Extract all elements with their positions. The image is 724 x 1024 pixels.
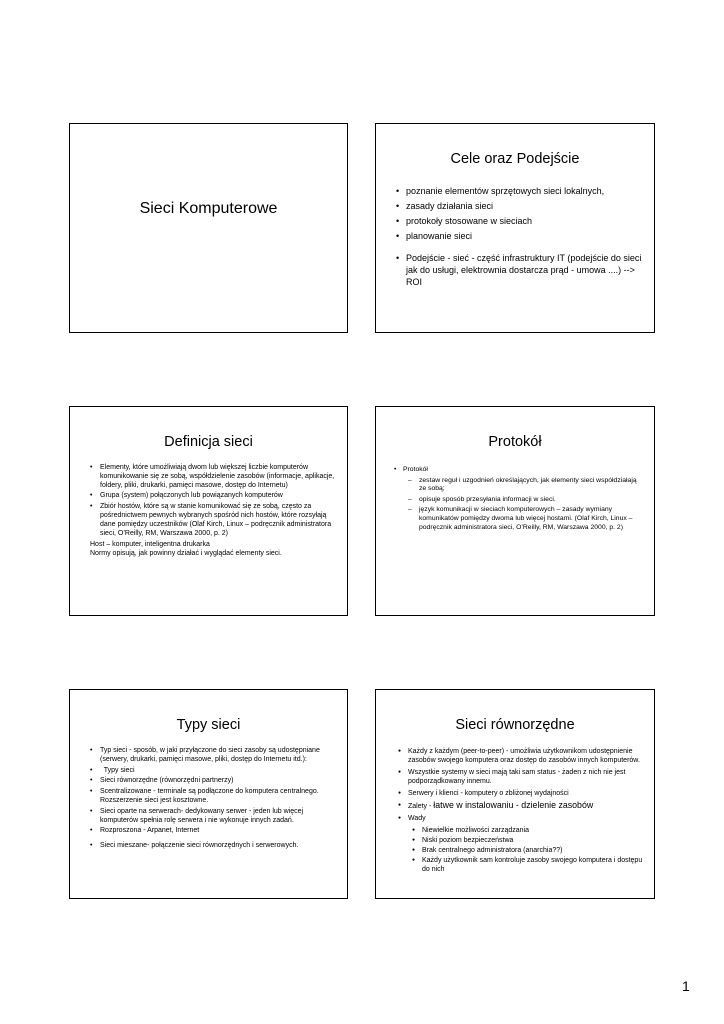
zalety-text: łatwe w instalowaniu - dzielenie zasobów (433, 800, 594, 810)
list-item (408, 801, 644, 811)
slide-title: Sieci Komputerowe (139, 200, 278, 217)
sub-list (422, 826, 644, 874)
slide-6 (375, 689, 655, 899)
sub-list-item: – zestaw reguł i uzgodnień określających, jak elementy sieci współdziałają ze sobą; (419, 477, 644, 494)
slide-1 (69, 123, 348, 333)
list-item (403, 466, 644, 532)
list-item: • protokoły stosowane w sieciach (406, 215, 644, 227)
bullet-list (100, 747, 337, 851)
list-item: • zasady działania sieci (406, 200, 644, 212)
list-item: • Sieci mieszane- połączenie sieci równorzędnych i serwerowych. (100, 842, 337, 851)
slide-4 (375, 406, 655, 616)
wady-label: Wady (408, 815, 426, 822)
list-item: • Elementy, które umożliwiają dwom lub większej liczbie komputerów komunikowanie się ze sobą, współdzielenie zasobów (informacje, aplikacje, foldery, pliki, drukarki, pamięci masowe, dostęp do Internetu) (100, 464, 337, 490)
sub-list-item: ● Niski poziom bezpieczeństwa (422, 836, 644, 845)
bullet-list (100, 464, 337, 538)
slide-title: Protokół (488, 434, 542, 450)
list-item: ● Każdy z każdym (peer-to-peer) - umożliwia użytkownikom udostępnienie zasobów swojego komputera oraz dostęp do zasobów innych komputerów. (408, 747, 644, 765)
list-item: • Podejście - sieć - część infrastruktury IT (podejście do sieci jak do usługi, elektrownia dostarcza prąd - umowa ....) --> ROI (406, 252, 644, 288)
list-item-label: Protokół (403, 466, 428, 473)
slide-5 (69, 689, 348, 899)
bullet-list (408, 747, 644, 874)
sub-list-item: ● Niewielkie możliwości zarządzania (422, 826, 644, 835)
bullet-list (406, 185, 644, 288)
zalety-label: Zalety - (408, 803, 434, 810)
slide-title: Definicja sieci (164, 434, 253, 450)
sub-list-item: – język komunikacji w sieciach komputerowych – zasady wymiany komunikatów pomiędzy dwoma lub więcej hostami. (Olaf Kirch, Linux – podręcznik administratora sieci, O’Reilly, RM, Warszawa 2000, p. 2) (419, 506, 644, 532)
list-item: • planowanie sieci (406, 230, 644, 242)
list-item (408, 814, 644, 874)
list-item: • Typy sieci (100, 767, 337, 776)
list-item: • poznanie elementów sprzętowych sieci lokalnych, (406, 185, 644, 197)
sub-list-item: ● Każdy użytkownik sam kontroluje zasoby swojego komputera i dostępu do nich (422, 856, 644, 874)
list-item: • Sieci oparte na serwerach- dedykowany serwer - jeden lub więcej komputerów spełnia rolę serwera i nie wykonuje innych zadań. (100, 808, 337, 826)
list-item: • Sieci równorzędne (równorzędni partnerzy) (100, 777, 337, 786)
plain-text: Host – komputer, inteligentna drukarka (90, 541, 210, 549)
list-item: ● Serwery i klienci - komputery o zbliżonej wydajności (408, 789, 644, 798)
list-item: ● Wszystkie systemy w sieci mają taki sam status - żaden z nich nie jest podporządkowany innemu. (408, 768, 644, 786)
list-item: • Scentralizowane - terminale są podłączone do komputera centralnego. Rozszerzenie sieci jest kosztowne. (100, 788, 337, 806)
page-number: 1 (682, 978, 690, 994)
slide-title: Cele oraz Podejście (450, 151, 580, 167)
list-item: • Zbiór hostów, które są w stanie komunikować się ze sobą, często za pośrednictwem pewnych wybranych spośród nich hostów, które rozsyłają dane pomiędzy uczestników (Olaf Kirch, Linux – podręcznik administratora sieci, O’Reilly, RM, Warszawa 2000, p. 2) (100, 503, 337, 538)
sub-list (419, 477, 644, 533)
bullet-list (403, 466, 644, 532)
sub-list-item: – opisuje sposób przesyłania informacji w sieci. (419, 496, 644, 505)
sub-list-item: ● Brak centralnego administratora (anarchia??) (422, 846, 644, 855)
slide-3 (69, 406, 348, 616)
slide-2 (375, 123, 655, 333)
plain-text: Normy opisują, jak powinny działać i wyglądać elementy sieci. (90, 550, 282, 558)
slide-title: Typy sieci (176, 717, 241, 733)
list-item: • Grupa (system) połączonych lub powiązanych komputerów (100, 492, 337, 501)
slide-title: Sieci równorzędne (455, 717, 575, 733)
list-item: • Rozproszona - Arpanet, Internet (100, 827, 337, 836)
list-item: • Typ sieci - sposób, w jaki przyłączone do sieci zasoby są udostępniane (serwery, drukarki, pamięci masowe, pliki, dostęp do Internetu itd.): (100, 747, 337, 765)
